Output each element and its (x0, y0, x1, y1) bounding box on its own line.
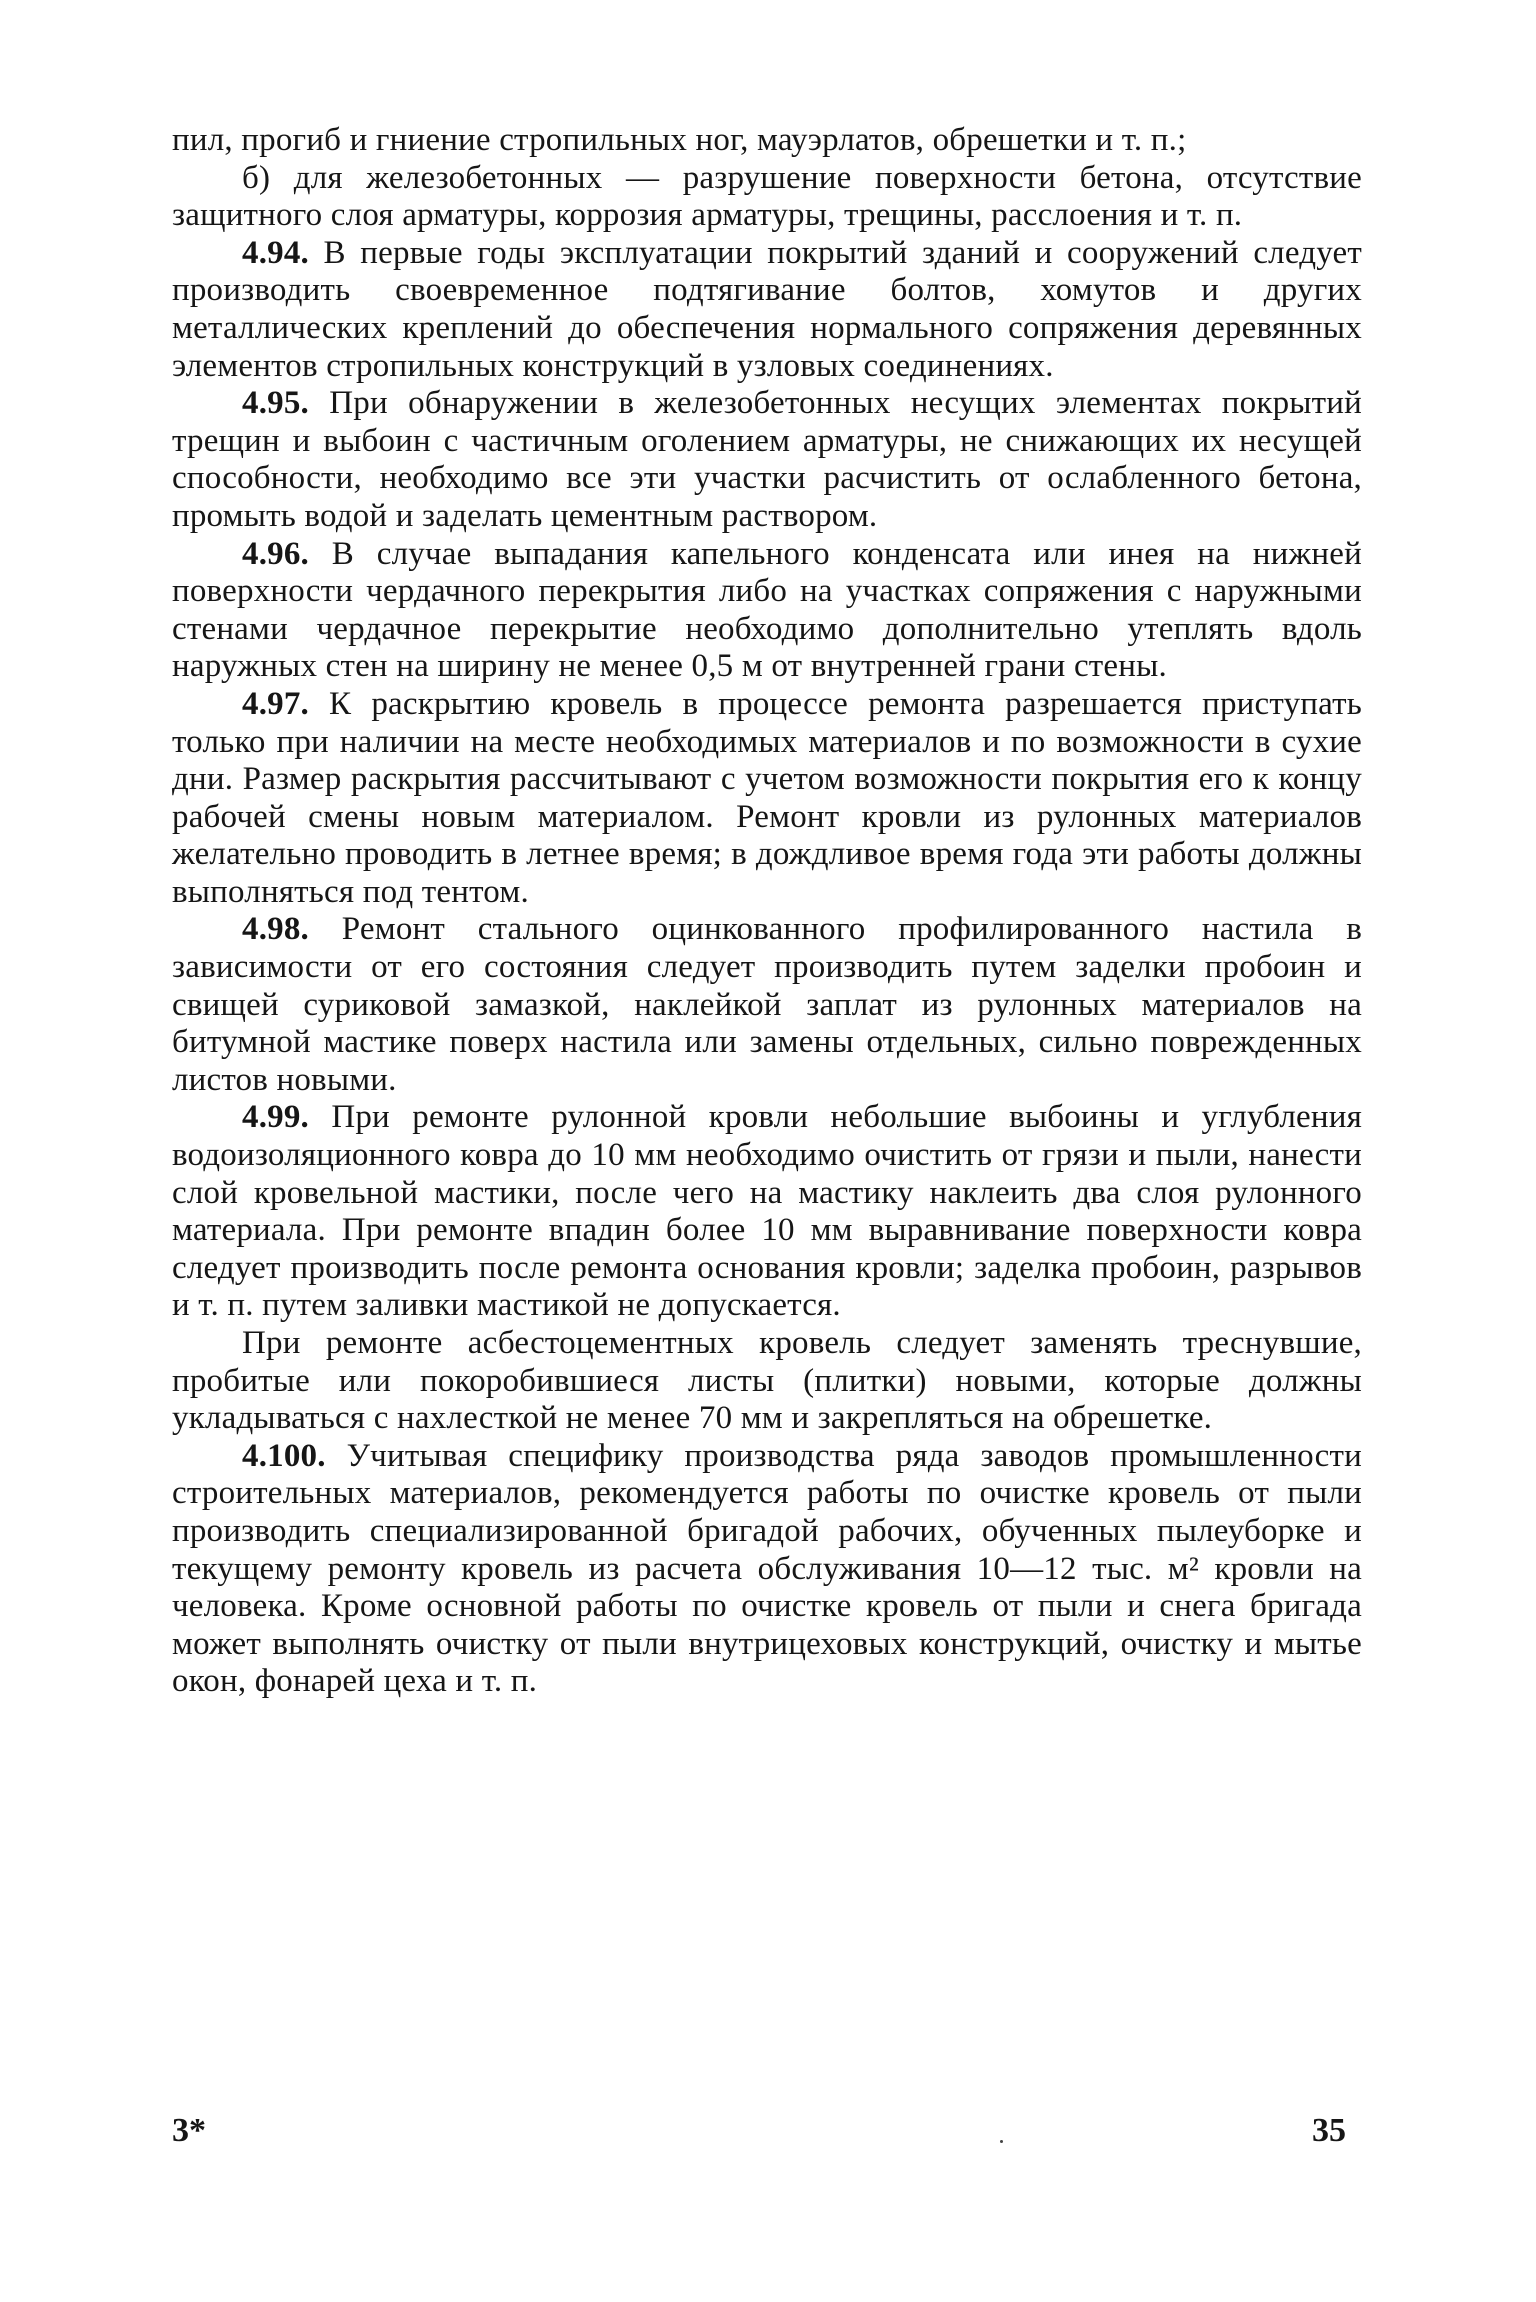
clause-number: 4.98. (242, 911, 309, 948)
paragraph-4-97 (172, 686, 1362, 912)
paragraph-4-99 (172, 1099, 1362, 1325)
paragraph-b (172, 160, 1362, 235)
clause-number: 4.95. (242, 385, 309, 422)
paragraph-text: б) для железобетонных — разрушение поверхности бетона, отсутствие защитного слоя арматуры, коррозия арматуры, трещины, расслоения и т. п. (172, 159, 1362, 234)
clause-number: 4.96. (242, 535, 309, 572)
paragraph-text: При ремонте асбестоцементных кровель следует заменять треснувшие, пробитые или покоробившиеся листы (плитки) новыми, которые должны укладываться с нахлесткой не менее 70 мм и закрепляться на обрешетке. (172, 1325, 1362, 1437)
paragraph-text: К раскрытию кровель в процессе ремонта разрешается приступать только при наличии на месте необходимых материалов и по возможности в сухие дни. Размер раскрытия рассчитывают с учетом возможности покрытия его к концу рабочей смены новым материалом. Ремонт кровли из рулонных материалов желательно проводить в летнее время; в дождливое время года эти работы должны выполняться под тентом. (172, 685, 1362, 910)
paragraph-text: При обнаружении в железобетонных несущих элементах покрытий трещин и выбоин с частичным оголением арматуры, не снижающих их несущей способности, необходимо все эти участки расчистить от ослабленного бетона, промыть водой и заделать цементным раствором. (172, 385, 1362, 534)
paragraph-text: Ремонт стального оцинкованного профилированного настила в зависимости от его состояния следует производить путем заделки пробоин и свищей суриковой замазкой, наклейкой заплат из рулонных материалов на битумной мастике поверх настила или замены отдельных, сильно поврежденных листов новыми. (172, 911, 1362, 1098)
printer-signature-mark: 3* (172, 2112, 206, 2149)
paragraph-text: пил, прогиб и гниение стропильных ног, мауэрлатов, обрешетки и т. п.; (172, 122, 1187, 158)
paragraph-4-99-asbestos (172, 1325, 1362, 1438)
paragraph-4-95 (172, 385, 1362, 535)
scan-speck (1000, 2140, 1003, 2143)
paragraph-text: Учитывая специфику производства ряда заводов промышленности строительных материалов, рекомендуется работы по очистке кровель от пыли производить специализированной бригадой рабочих, обученных пылеуборке и текущему ремонту кровель из расчета обслуживания 10—12 тыс. м² кровли на человека. Кроме основной работы по очистке кровель от пыли и снега бригада может выполнять очистку от пыли внутрицеховых конструкций, очистку и мытье окон, фонарей цеха и т. п. (172, 1437, 1362, 1700)
clause-number: 4.100. (242, 1437, 326, 1474)
paragraph-continuation (172, 122, 1362, 160)
clause-number: 4.97. (242, 685, 309, 722)
paragraph-text: В первые годы эксплуатации покрытий зданий и сооружений следует производить своевременное подтягивание болтов, хомутов и других металлических креплений до обеспечения нормального сопряжения деревянных элементов стропильных конструкций в узловых соединениях. (172, 234, 1362, 384)
clause-number: 4.99. (242, 1099, 309, 1136)
paragraph-4-100 (172, 1438, 1362, 1701)
paragraph-4-96 (172, 536, 1362, 686)
paragraph-text: При ремонте рулонной кровли небольшие выбоины и углубления водоизоляционного ковра до 10 мм необходимо очистить от грязи и пыли, нанести слой кровельной мастики, после чего на мастику наклеить два слоя рулонного материала. При ремонте впадин более 10 мм выравнивание поверхности ковра следует производить после ремонта основания кровли; заделка пробоин, разрывов и т. п. путем заливки мастикой не допускается. (172, 1099, 1362, 1324)
paragraph-text: В случае выпадания капельного конденсата или инея на нижней поверхности чердачного перекрытия либо на участках сопряжения с наружными стенами чердачное перекрытие необходимо дополнительно утеплять вдоль наружных стен на ширину не менее 0,5 м от внутренней грани стены. (172, 535, 1362, 685)
paragraph-4-98 (172, 911, 1362, 1099)
paragraph-4-94 (172, 235, 1362, 385)
clause-number: 4.94. (242, 234, 309, 271)
page-number: 35 (1312, 2112, 1346, 2149)
document-body (172, 122, 1362, 1701)
